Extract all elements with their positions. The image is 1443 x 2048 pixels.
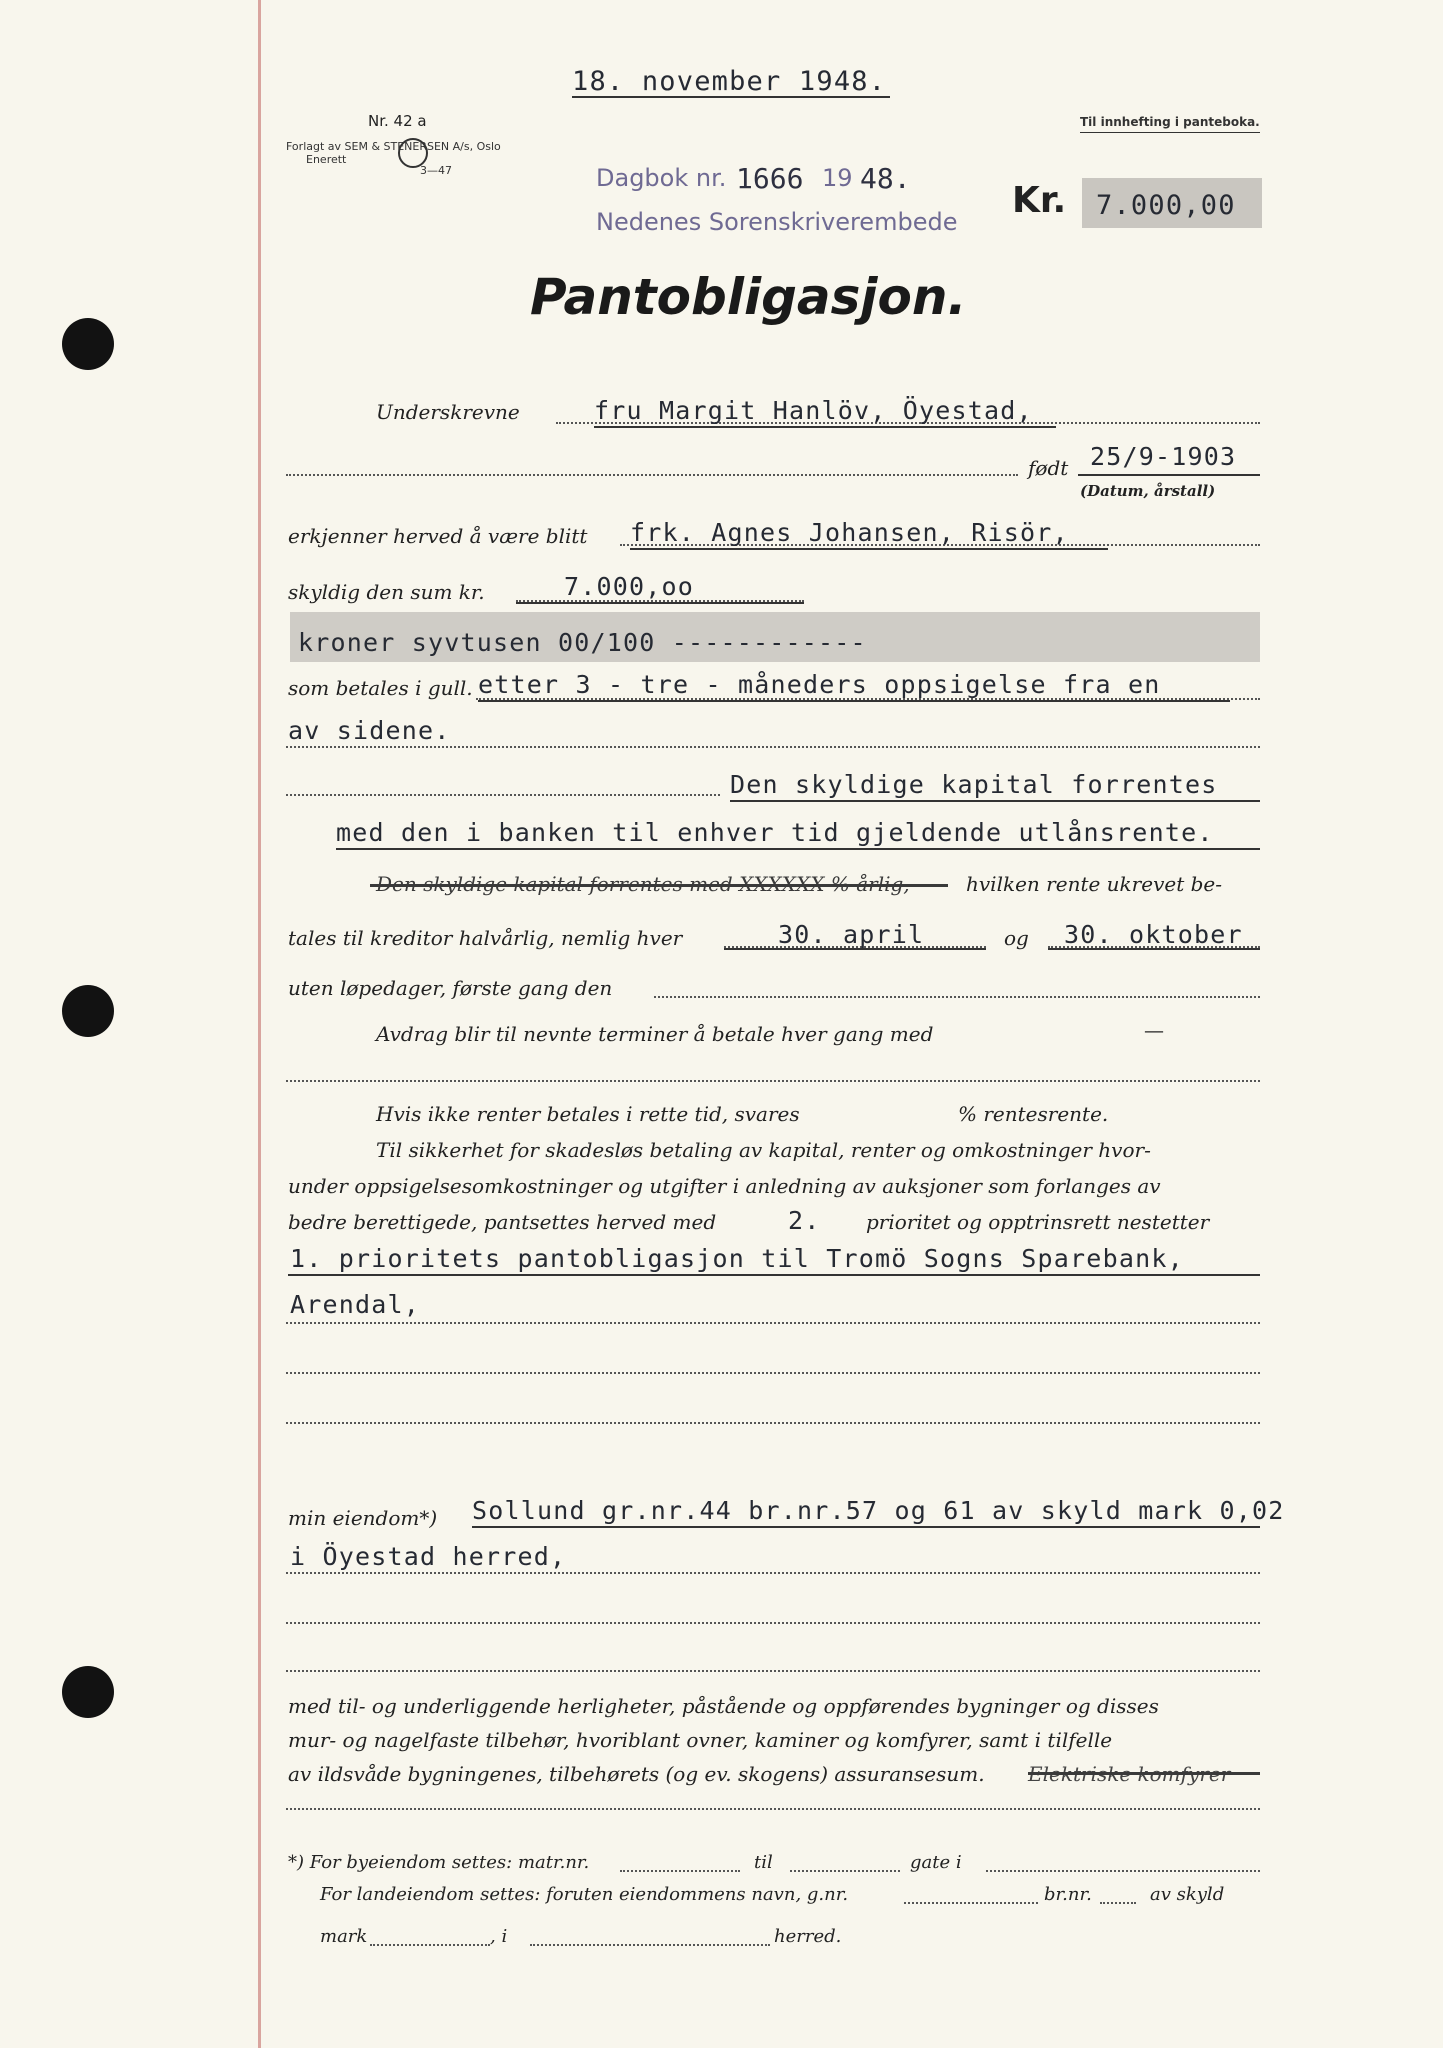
sikkerhet-line-3b: prioritet og opptrinsrett nestetter — [866, 1210, 1210, 1234]
footnote-dots-6 — [370, 1944, 490, 1946]
strike-rente — [370, 884, 948, 887]
strike-komfyrer — [1028, 1772, 1260, 1775]
betales-underline-1 — [478, 700, 1230, 702]
renter-label-1: Hvis ikke renter betales i rette tid, svares — [376, 1102, 800, 1126]
rente-underline-1 — [724, 948, 986, 950]
herlighet-line-1: med til- og underliggende herligheter, påstående og oppførendes bygninger og disses — [288, 1694, 1159, 1718]
eiendom-value-2: i Öyestad herred, — [290, 1542, 567, 1571]
avdrag-label: Avdrag blir til nevnte terminer å betale hver gang med — [376, 1022, 934, 1046]
betales-value-2: av sidene. — [288, 716, 451, 745]
rente-text-1: hvilken rente ukrevet be- — [966, 872, 1222, 896]
kapital-line-2: med den i banken til enhver tid gjeldende utlånsrente. — [336, 818, 1214, 847]
sikkerhet-line-3a: bedre berettigede, pantsettes herved med — [288, 1210, 717, 1234]
kapital-underline-2 — [336, 848, 1260, 850]
betales-value-1: etter 3 - tre - måneders oppsigelse fra en — [478, 670, 1161, 699]
footnote-line-1c: gate i — [910, 1852, 962, 1873]
top-right-note-underline — [1080, 132, 1260, 133]
publisher-line-3: 3—47 — [420, 164, 452, 177]
fodt-underline — [1078, 474, 1260, 476]
form-number: Nr. 42 a — [368, 112, 427, 130]
underskrevne-underline — [594, 426, 1056, 428]
footnote-dots-4 — [904, 1902, 1038, 1904]
skyldig-label: skyldig den sum kr. — [288, 580, 485, 604]
betales-label: som betales i gull. — [288, 676, 473, 700]
top-right-note: Til innhefting i panteboka. — [1080, 115, 1260, 129]
publisher-logo-icon — [398, 138, 428, 168]
fodt-label: født — [1028, 456, 1069, 480]
herlighet-line-2: mur- og nagelfaste tilbehør, hvoriblant ovner, kaminer og komfyrer, samt i tilfelle — [288, 1728, 1113, 1752]
footnote-line-1b: til — [754, 1852, 773, 1873]
publisher-line-1: Forlagt av SEM & STENERSEN A/s, Oslo — [286, 140, 501, 153]
stamp-office: Nedenes Sorenskriverembede — [596, 208, 958, 236]
footnote-dots-5 — [1100, 1902, 1136, 1904]
punch-hole — [62, 318, 114, 370]
skyldig-underline — [516, 602, 804, 604]
document-title: Pantobligasjon. — [530, 268, 967, 326]
erkjenner-label: erkjenner herved å være blitt — [288, 524, 588, 548]
prioritet-dots-2 — [286, 1322, 1260, 1324]
blank-dots-4 — [286, 1622, 1260, 1624]
underskrevne-value: fru Margit Hanlöv, Öyestad, — [594, 396, 1033, 425]
erkjenner-underline — [630, 548, 1108, 550]
publisher-line-2: Enerett — [306, 153, 347, 166]
footnote-dots-3 — [986, 1870, 1260, 1872]
footnote-line-3c: herred. — [774, 1926, 842, 1947]
footnote-line-3b: , i — [490, 1926, 508, 1947]
prioritet-value: 2. — [788, 1206, 821, 1235]
prioritet-line-1: 1. prioritets pantobligasjon til Tromö Sogns Sparebank, — [290, 1244, 1184, 1273]
margin-rule — [258, 0, 261, 2048]
kapital-line-1: Den skyldige kapital forrentes — [730, 770, 1218, 799]
amount-value: 7.000,00 — [1096, 190, 1236, 221]
erkjenner-value: frk. Agnes Johansen, Risör, — [630, 518, 1069, 547]
herlighet-line-3: av ildsvåde bygningenes, tilbehørets (og ev. skogens) assuransesum. — [288, 1762, 985, 1786]
blank-dots-5 — [286, 1670, 1260, 1672]
rente-date-1: 30. april — [778, 920, 925, 949]
kroner-value: kroner syvtusen 00/100 ------------ — [298, 628, 867, 657]
fodt-value: 25/9-1903 — [1090, 442, 1237, 471]
date-underline — [572, 96, 890, 98]
eiendom-label: min eiendom*) — [288, 1506, 438, 1530]
avdrag-dots — [286, 1080, 1260, 1082]
renter-label-2: % rentesrente. — [958, 1102, 1109, 1126]
footnote-line-1a: *) For byeiendom settes: matr.nr. — [288, 1852, 590, 1873]
rente-text-2: tales til kreditor halvårlig, nemlig hver — [288, 926, 683, 950]
eiendom-underline-1 — [472, 1526, 1260, 1528]
punch-hole — [62, 1666, 114, 1718]
eiendom-dots-2 — [286, 1572, 1260, 1574]
stamp-year: 48. — [860, 162, 911, 195]
blank-dots-1 — [286, 794, 720, 796]
stamp-century: 19 — [822, 164, 853, 192]
punch-hole — [62, 985, 114, 1037]
stamp-dagbok-label: Dagbok nr. — [596, 164, 727, 192]
blank-dots-2 — [286, 1372, 1260, 1374]
footnote-line-2a: For landeiendom settes: foruten eiendommens navn, g.nr. — [320, 1884, 849, 1905]
herlighet-dots — [286, 1808, 1260, 1810]
underskrevne-label: Underskrevne — [376, 400, 520, 424]
og-label: og — [1004, 926, 1029, 950]
fodt-hint: (Datum, årstall) — [1080, 482, 1216, 500]
sikkerhet-line-2: under oppsigelsesomkostninger og utgifter i anledning av auksjoner som forlanges av — [288, 1174, 1161, 1198]
footnote-dots-2 — [790, 1870, 900, 1872]
footnote-line-3a: mark — [320, 1926, 368, 1947]
skyldig-value: 7.000,oo — [564, 572, 695, 601]
kapital-underline-1 — [730, 800, 1260, 802]
prioritet-line-2: Arendal, — [290, 1290, 421, 1319]
lopedager-dots — [654, 996, 1260, 998]
sikkerhet-line-1: Til sikkerhet for skadesløs betaling av kapital, renter og omkostninger hvor- — [376, 1138, 1151, 1162]
struck-rente-text: Den skyldige kapital forrentes med XXXXXX % årlig, — [376, 872, 910, 896]
amount-label: Kr. — [1012, 180, 1067, 221]
lopedager-label: uten løpedager, første gang den — [288, 976, 613, 1000]
avdrag-value: — — [1144, 1018, 1164, 1042]
footnote-line-2b: br.nr. — [1044, 1884, 1092, 1905]
betales-dots-2 — [286, 746, 1260, 748]
prioritet-underline-1 — [288, 1274, 1260, 1276]
fodt-dots — [286, 474, 1018, 476]
stamp-dagbok-number: 1666 — [736, 162, 804, 195]
rente-underline-2 — [1048, 948, 1260, 950]
footnote-dots-1 — [620, 1870, 740, 1872]
rente-date-2: 30. oktober — [1064, 920, 1243, 949]
footnote-dots-7 — [530, 1944, 770, 1946]
herlighet-struck: Elektriske komfyrer — [1028, 1762, 1231, 1786]
blank-dots-3 — [286, 1422, 1260, 1424]
footnote-line-2c: av skyld — [1150, 1884, 1225, 1905]
date-header: 18. november 1948. — [572, 66, 887, 97]
eiendom-value-1: Sollund gr.nr.44 br.nr.57 og 61 av skyld mark 0,02 — [472, 1496, 1285, 1525]
